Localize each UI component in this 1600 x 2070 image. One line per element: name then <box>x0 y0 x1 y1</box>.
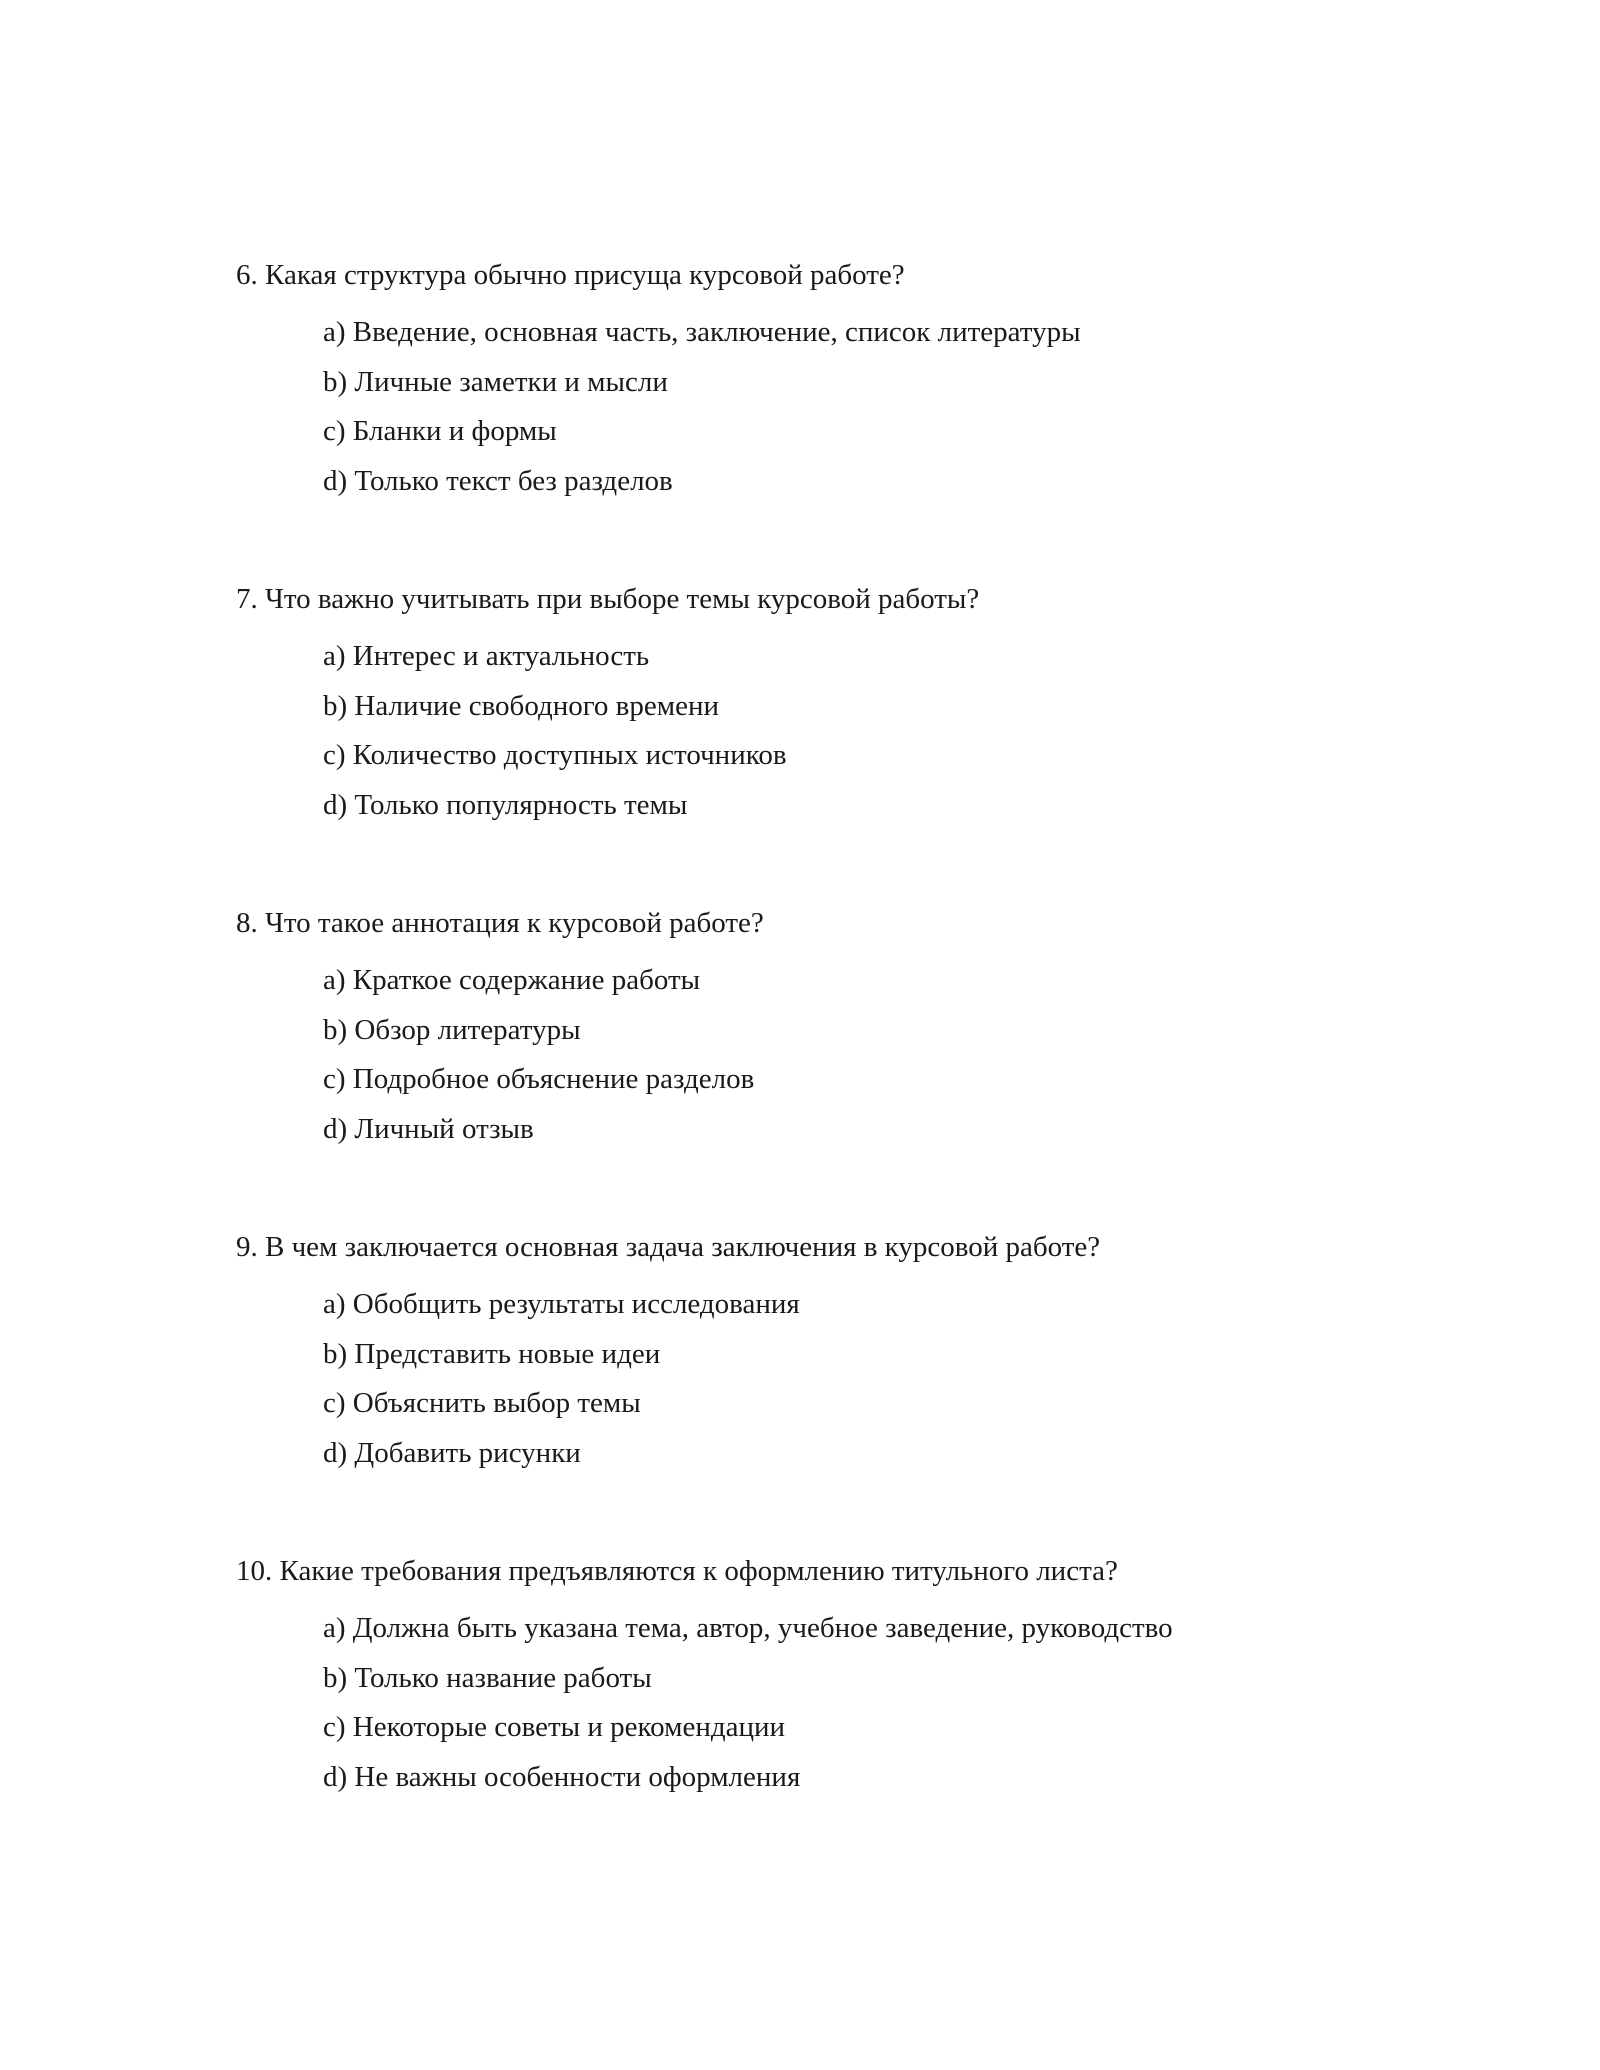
answer-option-a: a) Обобщить результаты исследования <box>323 1288 800 1320</box>
answer-option-b: b) Личные заметки и мысли <box>323 365 668 398</box>
answer-option-b: b) Наличие свободного времени <box>323 689 720 722</box>
answer-option-a: a) Интерес и актуальность <box>323 640 650 672</box>
answer-option-a: a) Должна быть указана тема, автор, учебное заведение, руководство <box>323 1612 1173 1644</box>
question-7 <box>236 582 1436 822</box>
question-9 <box>236 1230 1436 1470</box>
question-text: 10. Какие требования предъявляются к оформлению титульного листа? <box>236 1555 1118 1587</box>
question-text: 8. Что такое аннотация к курсовой работе? <box>236 907 764 939</box>
answer-option-d: d) Не важны особенности оформления <box>323 1760 801 1793</box>
answer-option-c: c) Количество доступных источников <box>323 739 787 771</box>
answer-option-b: b) Только название работы <box>323 1661 652 1694</box>
answer-option-d: d) Только популярность темы <box>323 788 688 821</box>
answer-option-b: b) Обзор литературы <box>323 1013 581 1046</box>
answer-option-a: a) Краткое содержание работы <box>323 964 701 996</box>
question-10 <box>236 1554 1436 1794</box>
question-8 <box>236 906 1436 1146</box>
question-text: 7. Что важно учитывать при выборе темы курсовой работы? <box>236 583 980 615</box>
answer-options <box>323 963 1436 1146</box>
answer-option-d: d) Только текст без разделов <box>323 464 673 497</box>
answer-options <box>323 1287 1436 1470</box>
answer-option-c: c) Бланки и формы <box>323 415 557 447</box>
answer-option-d: d) Добавить рисунки <box>323 1436 581 1469</box>
question-text: 9. В чем заключается основная задача заключения в курсовой работе? <box>236 1231 1101 1263</box>
question-6 <box>236 258 1436 498</box>
answer-options <box>323 1611 1436 1794</box>
answer-option-d: d) Личный отзыв <box>323 1112 534 1145</box>
question-text: 6. Какая структура обычно присуща курсовой работе? <box>236 259 905 291</box>
answer-options <box>323 639 1436 822</box>
answer-option-c: c) Некоторые советы и рекомендации <box>323 1711 786 1743</box>
answer-option-a: a) Введение, основная часть, заключение, список литературы <box>323 316 1081 348</box>
answer-options <box>323 315 1436 498</box>
answer-option-c: c) Объяснить выбор темы <box>323 1387 641 1419</box>
answer-option-b: b) Представить новые идеи <box>323 1337 661 1370</box>
answer-option-c: c) Подробное объяснение разделов <box>323 1063 755 1095</box>
